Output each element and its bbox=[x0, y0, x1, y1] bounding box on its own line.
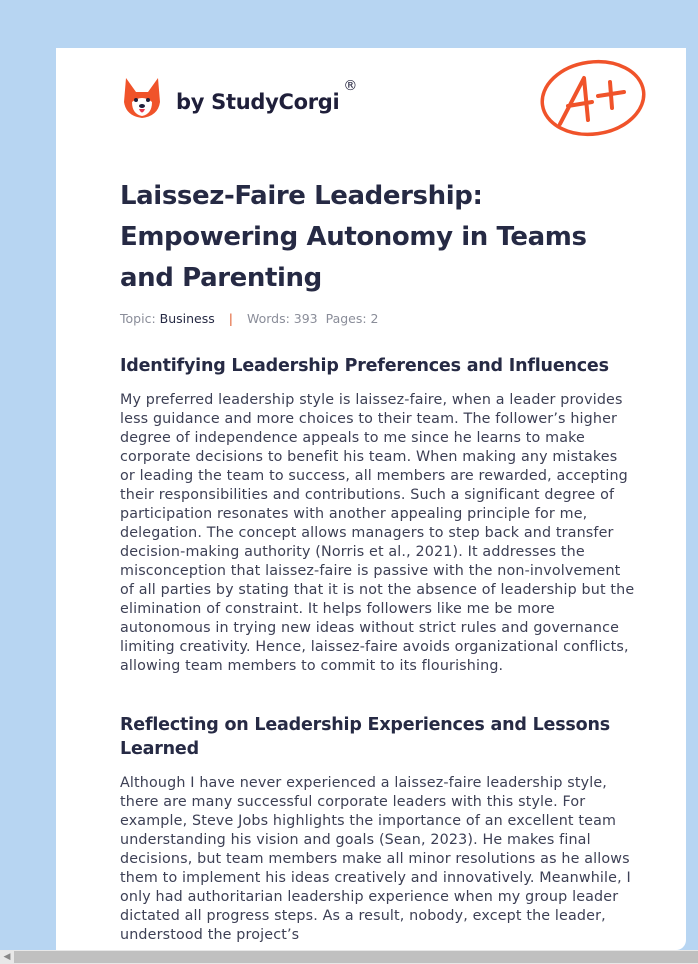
page-count: Pages: 2 bbox=[325, 311, 379, 326]
section-paragraph: Although I have never experienced a laissez-faire leadership style, there are many successful corporate leaders with this style. For example, Steve Jobs highlights the importance of an excellent team understanding his vision and goals (Sean, 2023). He makes final decisions, but team members make all minor resolutions as he allows them to implement his ideas creatively and innovatively. Meanwhile, I only had authoritarian leadership experience when my group leader dictated all progress steps. As a result, nobody, except the leader, understood the project’s bbox=[120, 775, 631, 943]
horizontal-scrollbar[interactable] bbox=[0, 950, 698, 964]
scroll-left-arrow-icon[interactable]: ◀ bbox=[3, 952, 11, 962]
scrollbar-thumb[interactable] bbox=[14, 951, 698, 963]
logo-text: by StudyCorgi bbox=[176, 90, 340, 114]
page-title: Laissez-Faire Leadership: Empowering Autonomy in Teams and Parenting bbox=[120, 181, 587, 293]
word-count: Words: 393 bbox=[246, 311, 318, 326]
grade-a-plus-icon bbox=[538, 58, 648, 140]
section-heading: Identifying Leadership Preferences and Influences bbox=[120, 356, 609, 376]
section-heading: Reflecting on Leadership Experiences and Lessons Learned bbox=[120, 715, 610, 759]
studycorgi-logo[interactable] bbox=[122, 76, 357, 120]
document-card bbox=[56, 48, 686, 950]
section-paragraph: My preferred leadership style is laissez-faire, when a leader provides less guidance and more choices to their team. The follower’s higher degree of independence appeals to me since he learns to make corporate decisions to benefit his team. When making any mistakes or leading the team to success, all members are rewarded, accepting their responsibilities and contributions. Such a significant degree of participation resonates with another appealing principle for me, delegation. The concept allows managers to step back and transfer decision-making authority (Norris et al., 2021). It addresses the misconception that laissez-faire is passive with the non-involvement of all parties by stating that it is not the absence of leadership but the elimination of constraint. It helps followers like me be more autonomous in trying new ideas without strict rules and governance limiting creativity. Hence, laissez-faire avoids organizational conflicts, allowing team members to commit to its flourishing. bbox=[120, 392, 635, 674]
registered-mark: ® bbox=[343, 78, 358, 94]
meta-separator: | bbox=[228, 311, 233, 326]
document-meta bbox=[120, 311, 379, 326]
corgi-icon bbox=[122, 76, 162, 120]
topic-link[interactable]: Business bbox=[159, 311, 215, 326]
topic-label: Topic: bbox=[120, 311, 156, 326]
